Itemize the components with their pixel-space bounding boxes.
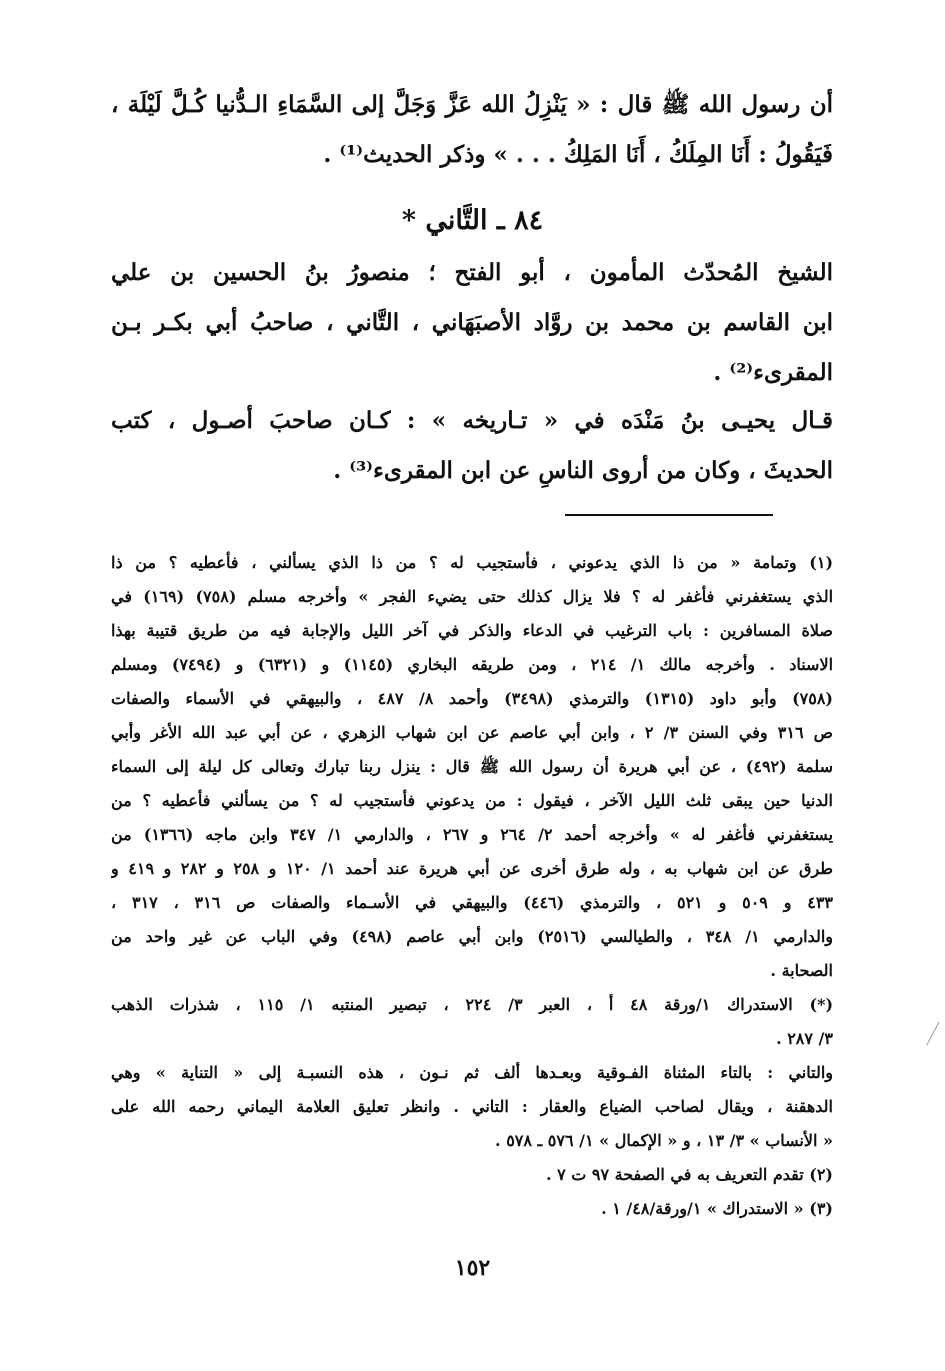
footnote-1-line-11: ٤٣٣ و ٥٠٩ و ٥٢١ ، والترمذي (٤٤٦) والبيهقي في الأسـماء والصفات ص ٣١٦ ، ٣١٧ ،	[111, 893, 833, 912]
footnote-1-line-8: الدنيا حين يبقى ثلث الليل الآخر ، فيقول : من يدعوني فأستجيب له ؟ من يسألني فأعطيه ؟ من	[111, 791, 833, 810]
footnote-star-line-1: (*) الاستدراك ١/ورقة ٤٨ أ ، العبر ٣/ ٢٢٤ ، تبصير المنتبه ١/ ١١٥ ، شذرات الذهب	[111, 995, 833, 1014]
footnote-2: (٢) تقدم التعريف به في الصفحة ٩٧ ت ٧ .	[545, 1165, 833, 1184]
footnote-3: (٣) « الاستدراك » ١/ورقة/٤٨/ ١ .	[601, 1199, 833, 1218]
footnote-1-line-12: والدارمي ١/ ٣٤٨ ، والطيالسي (٢٥١٦) وابن أبي عاصم (٤٩٨) وفي الباب عن غير واحد من	[111, 927, 833, 946]
footnote-1-line-5: (٧٥٨) وأبو داود (١٣١٥) والترمذي (٣٤٩٨) وأحمد ٨/ ٤٨٧ ، والبيهقي في الأسماء والصفات	[111, 689, 833, 708]
entry-heading: ٨٤ ـ التَّاني *	[401, 205, 544, 236]
main-line-2: فَيَقُولُ : أَنَا المِلَكُ ، أَنَا المَلِكُ . . . » وذكر الحديث⁽¹⁾ .	[323, 141, 833, 168]
paragraph-2-line-2: الحديثَ ، وكان من أروى الناسِ عن ابن المقرىء⁽³⁾ .	[333, 457, 833, 484]
footnote-1-line-6: ص ٣١٦ وفي السنن ٣/ ٢ ، وابن أبي عاصم عن ابن شهاب الزهري ، عن أبي عبد الله الأغر وأبي	[111, 723, 833, 742]
footnote-1-line-3: صلاة المسافرين : باب الترغيب في الدعاء والذكر في آخر الليل والإجابة فيه من طريق قتيبة بهذا	[111, 621, 833, 640]
footnote-1-line-1: (١) وتمامة « من ذا الذي يدعوني ، فأستجيب له ؟ من ذا الذي يسألني ، فأعطيه ؟ من ذا	[111, 553, 833, 572]
scan-margin-mark	[926, 1022, 944, 1048]
paragraph-1-line-1: الشيخ المُحدّث المأمون ، أبو الفتح ؛ منصورُ بنُ الحسين بن علي	[111, 259, 833, 286]
footnote-separator	[565, 514, 773, 516]
footnote-1-line-13: الصحابة .	[770, 961, 833, 980]
footnote-1-line-4: الاسناد . وأخرجه مالك ١/ ٢١٤ ، ومن طريقه البخاري (١١٤٥) و (٦٣٢١) و (٧٤٩٤) ومسلم	[111, 655, 833, 674]
footnote-star-line-2: ٣/ ٢٨٧ .	[776, 1029, 833, 1048]
paragraph-1-line-3: المقرىء⁽²⁾ .	[713, 359, 833, 386]
main-line-1: أن رسول الله ﷺ قال : « يَنْزِلُ الله عَزَّ وَجَلَّ إلى السَّمَاءِ الـدُّنيا كُـلَّ لَيْلَة ،	[111, 91, 833, 118]
footnote-tani-line-1: والتاني : بالتاء المثناة الفـوقية وبعـدها ألف ثم نـون ، هذه النسبـة إلى « التناية » وهي	[111, 1063, 833, 1082]
page-number: ١٥٢	[454, 1255, 491, 1281]
paragraph-1-line-2: ابن القاسم بن محمد بن روَّاد الأصبَهَاني ، التَّاني ، صاحبُ أبي بكـر بـن	[111, 309, 833, 336]
footnote-tani-line-3: « الأنساب » ٣/ ١٣ ، و « الإكمال » ١/ ٥٧٦ ـ ٥٧٨ .	[495, 1131, 833, 1150]
footnote-tani-line-2: الدهقنة ، ويقال لصاحب الضياع والعقار : التاني . وانظر تعليق العلامة اليماني رحمه الله على	[111, 1097, 833, 1116]
footnote-1-line-9: يستغفرني فأغفر له » وأخرجه أحمد ٢/ ٢٦٤ و ٢٦٧ ، والدارمي ١/ ٣٤٧ وابن ماجه (١٣٦٦) من	[111, 825, 833, 844]
paragraph-2-line-1: قـال يحيـى بنُ مَنْدَه في « تـاريخه » : كـان صاحبَ أصـول ، كتب	[111, 407, 833, 434]
footnote-1-line-7: سلمة (٤٩٢) ، عن أبي هريرة أن رسول الله ﷺ قال : ينزل ربنا تبارك وتعالى كل ليلة إلى السماء	[111, 757, 833, 776]
footnote-1-line-10: طرق عن ابن شهاب به ، وله طرق أخرى عن أبي هريرة عند أحمد ١/ ١٢٠ و ٢٥٨ و ٢٨٢ و ٤١٩ و	[111, 859, 833, 878]
footnote-1-line-2: الذي يستغفرني فأغفر له ؟ فلا يزال كذلك حتى يضيء الفجر » وأخرجه مسلم (٧٥٨) (١٦٩) في	[111, 587, 833, 606]
